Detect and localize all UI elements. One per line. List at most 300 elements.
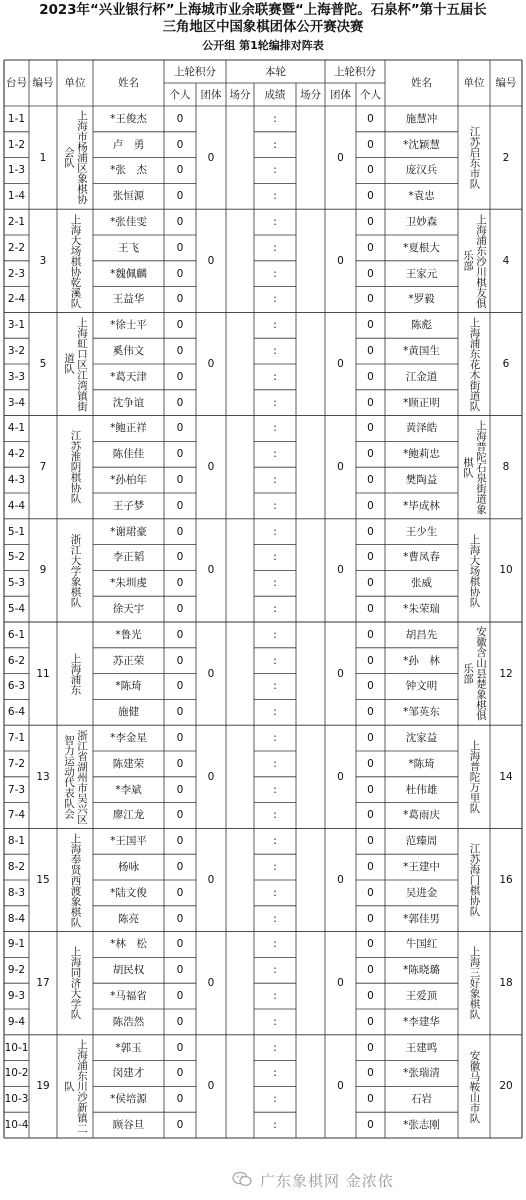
opp-player-name <box>385 596 458 622</box>
result-cell-text: : <box>273 757 277 770</box>
result-cell-text: : <box>273 370 277 383</box>
match-points-blank-right <box>296 416 325 519</box>
player-points-text: 0 <box>176 628 184 641</box>
match-points-blank-right <box>296 725 325 828</box>
result-cell <box>254 158 296 184</box>
result-cell-text: : <box>273 835 277 848</box>
player-name-text: 李正韬 <box>112 551 145 564</box>
opp-player-points-text: 0 <box>367 912 374 925</box>
opp-player-name <box>385 183 458 209</box>
result-cell <box>254 725 296 751</box>
opp-player-points-text: 0 <box>367 577 374 590</box>
opp-player-points <box>356 390 385 416</box>
board-number <box>4 803 29 829</box>
opp-player-points-text: 0 <box>367 551 374 564</box>
player-points <box>164 880 196 906</box>
result-cell-text: : <box>273 809 277 822</box>
player-name <box>93 751 164 777</box>
opp-player-points <box>356 158 385 184</box>
opp-player-points-text: 0 <box>367 267 374 280</box>
header-name <box>93 60 164 106</box>
board-number-text: 1-1 <box>7 112 26 125</box>
opp-player-name <box>385 261 458 287</box>
opp-player-name <box>385 777 458 803</box>
opp-player-points <box>356 983 385 1009</box>
result-cell <box>254 570 296 596</box>
result-cell <box>254 261 296 287</box>
opp-player-points-text: 0 <box>367 112 374 125</box>
player-points-text: 0 <box>176 577 184 590</box>
opp-team-number-text: 18 <box>499 977 513 990</box>
player-name-text: *陈琦 <box>115 680 142 693</box>
team-number <box>29 312 57 415</box>
board-number-text: 8-1 <box>7 835 26 848</box>
opp-player-name-text: 王爱顶 <box>405 990 438 1003</box>
opp-player-points <box>356 312 385 338</box>
opp-player-name <box>385 1035 458 1061</box>
header-board-text: 台号 <box>6 77 27 89</box>
opp-player-points-text: 0 <box>367 861 374 874</box>
opp-player-name-text: *朱荣瑞 <box>403 603 440 616</box>
player-points <box>164 1086 196 1112</box>
opp-player-name <box>385 622 458 648</box>
opp-player-points-text: 0 <box>367 448 374 461</box>
result-cell-text: : <box>273 216 277 229</box>
opp-player-name <box>385 338 458 364</box>
player-points-text: 0 <box>176 293 184 306</box>
player-name <box>93 1086 164 1112</box>
match-points-blank-right <box>296 828 325 931</box>
result-cell-text: : <box>273 886 277 899</box>
opp-player-points-text: 0 <box>367 654 374 667</box>
board-number <box>4 209 29 235</box>
board-number-text: 5-4 <box>7 603 26 616</box>
team-unit <box>57 209 93 312</box>
opp-player-name-text: *顾正明 <box>403 396 440 409</box>
team-unit-text: 上海浦东川沙新镇二队 <box>63 1039 88 1134</box>
opp-player-name-text: 王家元 <box>405 267 438 280</box>
header-prev-points-right-text: 上轮积分 <box>334 65 376 78</box>
player-points <box>164 906 196 932</box>
opp-player-name-text: 杜伟雄 <box>405 783 438 796</box>
result-cell <box>254 312 296 338</box>
team-points-text: 0 <box>207 873 215 886</box>
opp-team-number-text: 2 <box>502 151 510 164</box>
result-cell-text: : <box>273 1067 277 1080</box>
player-name <box>93 777 164 803</box>
opp-player-points <box>356 493 385 519</box>
player-name-text: 张恒源 <box>112 190 145 203</box>
opp-player-name-text: *张瑞清 <box>403 1067 440 1080</box>
player-points-text: 0 <box>176 912 184 925</box>
player-name-text: 施健 <box>118 706 139 719</box>
opp-player-name-text: 沈家益 <box>405 732 438 745</box>
player-name <box>93 545 164 571</box>
opp-player-name <box>385 235 458 261</box>
player-points <box>164 1112 196 1138</box>
player-name-text: 杨咏 <box>118 861 139 874</box>
team-unit-text: 浙江大学象棋队 <box>69 533 82 608</box>
player-name <box>93 312 164 338</box>
opp-player-points <box>356 570 385 596</box>
opp-team-unit <box>458 106 490 209</box>
result-cell <box>254 287 296 313</box>
opp-player-points <box>356 209 385 235</box>
team-unit <box>57 1035 93 1138</box>
board-number-text: 9-2 <box>7 964 26 977</box>
board-number <box>4 957 29 983</box>
result-cell-text: : <box>273 448 277 461</box>
team-number-text: 15 <box>36 873 50 886</box>
header-number-right <box>490 60 522 106</box>
player-points <box>164 699 196 725</box>
header-unit <box>57 60 93 106</box>
opp-team-number <box>490 519 522 622</box>
opp-player-name-text: *陈晓璐 <box>403 964 440 977</box>
team-number <box>29 932 57 1035</box>
opp-team-unit-text: 上海大场棋协队 <box>468 533 481 608</box>
board-number <box>4 932 29 958</box>
player-name <box>93 983 164 1009</box>
board-number-text: 4-1 <box>7 422 26 435</box>
team-unit <box>57 312 93 415</box>
opp-player-name <box>385 725 458 751</box>
opp-player-name-text: 胡昌先 <box>405 628 438 641</box>
result-cell-text: : <box>273 628 277 641</box>
player-name <box>93 570 164 596</box>
opp-player-points <box>356 880 385 906</box>
team-unit <box>57 622 93 725</box>
board-number-text: 3-2 <box>7 345 26 358</box>
opp-team-points-text: 0 <box>337 873 344 886</box>
result-cell-text: : <box>273 603 277 616</box>
board-number <box>4 416 29 442</box>
player-name <box>93 158 164 184</box>
match-points-blank-right <box>296 932 325 1035</box>
board-number-text: 1-4 <box>7 190 26 203</box>
header-individual-text: 个人 <box>169 88 191 101</box>
board-number-text: 9-4 <box>7 1015 26 1028</box>
player-name <box>93 209 164 235</box>
team-points <box>196 106 226 209</box>
player-points <box>164 1035 196 1061</box>
player-name <box>93 957 164 983</box>
board-number-text: 1-2 <box>7 138 26 151</box>
opp-player-points <box>356 777 385 803</box>
header-team <box>196 83 226 106</box>
header-result <box>254 83 296 106</box>
board-number-text: 4-2 <box>7 448 26 461</box>
opp-team-unit <box>458 416 490 519</box>
opp-player-points-text: 0 <box>367 1041 374 1054</box>
opp-player-name <box>385 648 458 674</box>
match-points-blank <box>226 106 254 209</box>
result-cell <box>254 545 296 571</box>
header-unit-right <box>458 60 490 106</box>
opp-player-points-text: 0 <box>367 706 374 719</box>
board-number-text: 2-1 <box>7 216 26 229</box>
opp-player-name-text: *王建中 <box>403 861 440 874</box>
opp-player-name <box>385 312 458 338</box>
board-number <box>4 725 29 751</box>
board-number <box>4 364 29 390</box>
match-points-blank <box>226 1035 254 1138</box>
board-number-text: 2-4 <box>7 293 26 306</box>
team-unit-text: 浙江省湖州市吴兴区智力运动代表队会 <box>63 729 88 825</box>
player-name-text: *张佳雯 <box>110 216 147 229</box>
opp-team-unit <box>458 312 490 415</box>
opp-player-name-text: *孙 林 <box>403 654 440 667</box>
player-name-text: *侯培源 <box>110 1093 147 1106</box>
header-match-points-right <box>296 83 325 106</box>
player-points-text: 0 <box>176 757 184 770</box>
player-points <box>164 674 196 700</box>
team-points-text: 0 <box>207 564 215 577</box>
board-number-text: 9-3 <box>7 990 26 1003</box>
opp-player-points-text: 0 <box>367 1093 374 1106</box>
opp-team-unit <box>458 932 490 1035</box>
match-points-blank <box>226 416 254 519</box>
team-points-text: 0 <box>207 977 215 990</box>
opp-player-points <box>356 416 385 442</box>
opp-team-number-text: 4 <box>502 254 510 267</box>
player-points-text: 0 <box>176 1093 184 1106</box>
player-name <box>93 261 164 287</box>
player-points <box>164 209 196 235</box>
team-unit-text: 上海奉贤西渡象棋队 <box>69 832 82 928</box>
opp-player-name <box>385 906 458 932</box>
result-cell <box>254 906 296 932</box>
opp-player-name-text: 吴进金 <box>405 886 438 899</box>
result-cell-text: : <box>273 319 277 332</box>
opp-team-unit-text: 江苏海门棋协队 <box>468 843 481 917</box>
team-unit-text: 上海虹口区江湾镇街道队 <box>63 316 88 412</box>
header-name-text: 姓名 <box>118 77 139 89</box>
opp-team-number-text: 14 <box>499 770 513 783</box>
opp-player-points <box>356 519 385 545</box>
team-points-text: 0 <box>207 254 215 267</box>
board-number-text: 3-3 <box>7 370 26 383</box>
board-number <box>4 338 29 364</box>
opp-player-points <box>356 338 385 364</box>
opp-player-name-text: *罗毅 <box>408 293 435 306</box>
opp-player-name-text: 江金道 <box>405 370 438 383</box>
team-points <box>196 312 226 415</box>
board-number-text: 7-2 <box>7 757 26 770</box>
board-number-text: 2-2 <box>7 241 26 254</box>
result-cell <box>254 235 296 261</box>
board-number-text: 8-3 <box>7 886 26 899</box>
opp-player-name-text: 石岩 <box>411 1093 432 1106</box>
player-name <box>93 596 164 622</box>
board-number <box>4 1061 29 1087</box>
opp-team-unit <box>458 1035 490 1138</box>
opp-player-points <box>356 1086 385 1112</box>
opp-player-name-text: 王建鸣 <box>405 1041 438 1054</box>
board-number-text: 4-3 <box>7 474 26 487</box>
player-points-text: 0 <box>176 164 184 177</box>
player-name <box>93 1112 164 1138</box>
opp-team-points <box>325 312 356 415</box>
opp-player-points-text: 0 <box>367 732 374 745</box>
board-number-text: 6-4 <box>7 706 26 719</box>
opp-player-points <box>356 364 385 390</box>
player-points-text: 0 <box>176 1067 184 1080</box>
player-name <box>93 932 164 958</box>
opp-player-name <box>385 416 458 442</box>
board-number <box>4 235 29 261</box>
team-unit <box>57 106 93 209</box>
result-cell <box>254 132 296 158</box>
board-number <box>4 880 29 906</box>
team-points <box>196 1035 226 1138</box>
board-number-text: 8-2 <box>7 861 26 874</box>
player-points-text: 0 <box>176 783 184 796</box>
team-points-text: 0 <box>207 151 215 164</box>
player-name <box>93 287 164 313</box>
opp-team-number-text: 8 <box>502 461 510 474</box>
team-number-text: 3 <box>39 254 47 267</box>
board-number <box>4 906 29 932</box>
opp-player-points <box>356 1112 385 1138</box>
board-number-text: 10-4 <box>4 1119 29 1132</box>
player-points <box>164 441 196 467</box>
opp-player-name-text: 范臻周 <box>405 835 438 848</box>
player-name <box>93 416 164 442</box>
player-name-text: *林 松 <box>110 938 147 951</box>
opp-player-name <box>385 441 458 467</box>
match-points-blank <box>226 622 254 725</box>
player-name <box>93 441 164 467</box>
opp-team-unit-text: 上海普陀石泉街道象棋队 <box>462 419 487 515</box>
board-number <box>4 777 29 803</box>
result-cell <box>254 777 296 803</box>
team-unit-text: 上海大场棋协乾溪队 <box>69 213 82 309</box>
opp-player-name <box>385 390 458 416</box>
header-unit-right-text: 单位 <box>463 77 485 89</box>
board-number-text: 2-3 <box>7 267 26 280</box>
result-cell <box>254 338 296 364</box>
player-points <box>164 1061 196 1087</box>
player-points-text: 0 <box>176 190 184 203</box>
player-points <box>164 545 196 571</box>
player-name-text: 廖江龙 <box>112 809 145 822</box>
player-name-text: 陈浩然 <box>112 1015 145 1028</box>
player-points <box>164 106 196 132</box>
player-name-text: 顾谷旦 <box>112 1119 145 1132</box>
result-cell-text: : <box>273 267 277 280</box>
opp-team-number <box>490 312 522 415</box>
opp-player-points-text: 0 <box>367 964 374 977</box>
player-points-text: 0 <box>176 241 184 254</box>
result-cell <box>254 467 296 493</box>
opp-team-number-text: 12 <box>499 667 513 680</box>
player-points-text: 0 <box>176 448 184 461</box>
team-number <box>29 416 57 519</box>
player-points-text: 0 <box>176 474 184 487</box>
opp-player-name-text: *夏根大 <box>403 241 440 254</box>
result-cell-text: : <box>273 345 277 358</box>
opp-player-name-text: 樊陶益 <box>405 474 438 487</box>
player-name-text: 苏正荣 <box>112 654 145 667</box>
header-individual-right <box>356 83 385 106</box>
opp-player-points <box>356 235 385 261</box>
player-points-text: 0 <box>176 706 184 719</box>
player-name-text: 奚伟文 <box>112 345 145 358</box>
result-cell <box>254 674 296 700</box>
player-points-text: 0 <box>176 551 184 564</box>
player-name-text: 沈争谊 <box>112 396 145 409</box>
team-number-text: 13 <box>36 770 50 783</box>
opp-team-number <box>490 416 522 519</box>
opp-team-points-text: 0 <box>337 151 344 164</box>
player-name-text: 徐天宇 <box>112 603 145 616</box>
result-cell <box>254 828 296 854</box>
opp-player-name <box>385 1009 458 1035</box>
player-points-text: 0 <box>176 732 184 745</box>
result-cell <box>254 493 296 519</box>
player-points-text: 0 <box>176 654 184 667</box>
opp-player-points-text: 0 <box>367 1015 374 1028</box>
opp-player-name-text: *邹英东 <box>403 706 440 719</box>
opp-team-number-text: 6 <box>502 357 510 370</box>
team-points <box>196 932 226 1035</box>
opp-team-unit-text: 上海浦东花木街道队 <box>468 316 481 412</box>
board-number <box>4 467 29 493</box>
opp-team-points-text: 0 <box>337 1080 344 1093</box>
opp-player-name-text: *陈琦 <box>408 757 435 770</box>
opp-team-unit-text: 安徽含山县楚象棋俱乐部 <box>462 626 487 721</box>
team-points-text: 0 <box>207 770 215 783</box>
player-points <box>164 390 196 416</box>
team-unit-text: 上海浦东 <box>69 652 82 695</box>
opp-team-unit <box>458 828 490 931</box>
opp-player-name-text: 牛国红 <box>405 938 438 951</box>
opp-team-unit-text: 上海普陀万里队 <box>468 740 481 814</box>
opp-team-points <box>325 519 356 622</box>
opp-team-number <box>490 725 522 828</box>
board-number <box>4 596 29 622</box>
opp-player-name <box>385 1112 458 1138</box>
opp-player-name <box>385 854 458 880</box>
opp-team-points-text: 0 <box>337 770 344 783</box>
result-cell <box>254 1009 296 1035</box>
result-cell-text: : <box>273 138 277 151</box>
opp-team-points-text: 0 <box>337 667 344 680</box>
opp-player-points-text: 0 <box>367 1067 374 1080</box>
player-points <box>164 132 196 158</box>
player-name <box>93 1009 164 1035</box>
player-name-text: 卢 勇 <box>112 138 145 151</box>
opp-player-points-text: 0 <box>367 835 374 848</box>
opp-player-points-text: 0 <box>367 680 374 693</box>
opp-team-points-text: 0 <box>337 564 344 577</box>
header-this-round-text: 本轮 <box>265 65 286 78</box>
player-points-text: 0 <box>176 990 184 1003</box>
opp-team-number <box>490 828 522 931</box>
result-cell <box>254 880 296 906</box>
match-points-blank-right <box>296 1035 325 1138</box>
team-number-text: 11 <box>36 667 50 680</box>
opp-player-points <box>356 622 385 648</box>
board-number <box>4 828 29 854</box>
opp-player-name <box>385 983 458 1009</box>
player-name <box>93 132 164 158</box>
result-cell <box>254 1061 296 1087</box>
opp-player-name <box>385 932 458 958</box>
opp-team-number <box>490 1035 522 1138</box>
match-points-blank-right <box>296 106 325 209</box>
